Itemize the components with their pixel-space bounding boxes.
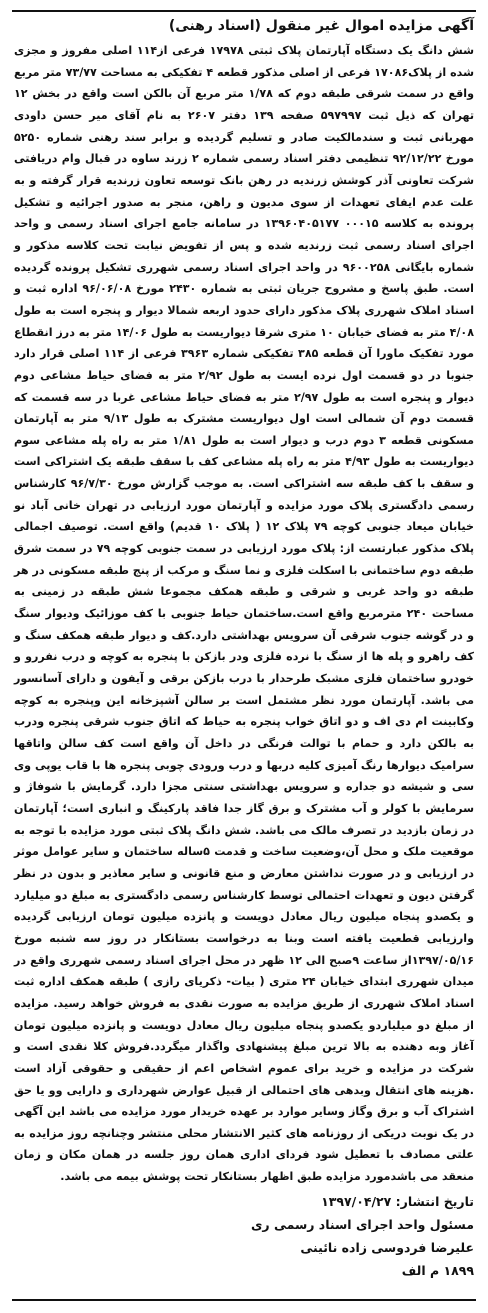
signature-name: علیرضا فردوسی زاده نائینی (300, 1239, 474, 1255)
reference-number: ۱۸۹۹ م الف (401, 1262, 474, 1278)
notice-footer (14, 1190, 474, 1282)
signature-title: مسئول واحد اجرای اسناد رسمی ری (250, 1216, 474, 1232)
publish-date: تاریخ انتشار: ۱۳۹۷/۰۴/۲۷ (321, 1193, 474, 1209)
notice-frame (12, 10, 476, 1301)
notice-body: شش دانگ یک دستگاه آپارتمان پلاک ثبتی ۱۷۹۷۸ فرعی از۱۱۴ اصلی مفروز و مجزی شده از پلاک۱۷۰۸۶ فرعی از اصلی مذکور قطعه ۴ تفکیکی به مساحت ۷۳/۷۷ متر مربع واقع در سمت شرقی طبقه دوم که ۱/۷۸ متر مربع آن بالکن است واقع در بخش ۱۲ تهران که ذیل ثبت ۵۹۷۹۹۷ صفحه ۱۳۹ دفتر ۲۶۰۷ به نام آقای میر حسن داودی مهربانی ثبت و سندمالکیت صادر و تسلیم گردیده و برابر سند رهنی شماره ۵۲۵۰ مورخ ۹۲/۱۲/۲۲ تنظیمی دفتر اسناد رسمی شماره ۲ زرند ساوه در قبال وام دریافتی شرکت تعاونی آذر کوشش زرندیه در رهن بانک توسعه تعاون زرندیه قرار گرفته و به علت عدم ایفای تعهدات از سوی مدیون و راهن، منجر به صدور اجرائیه و تشکیل پرونده به کلاسه ۰۰۰۱۵ ۱۳۹۶۰۴۰۵۱۷۷ در سامانه جامع اجرای اسناد رسمی و واحد اجرای اسناد رسمی ثبت زرندیه شده و پس از تفویض نیابت تحت کلاسه مذکور و شماره بایگانی ۹۶۰۰۲۵۸ در واحد اجرای اسناد رسمی شهرری تشکیل پرونده گردیده است. طبق پاسخ و مشروح جریان ثبتی به شماره ۲۴۳۰ مورخ ۹۶/۰۶/۰۸ اداره ثبت و اسناد املاک شهرری پلاک مذکور دارای حدود اربعه شمالا دیوار و پنجره است به طول ۴/۰۸ متر به فضای خیابان ۱۰ متری شرقا دیواریست به طول ۱۴/۰۶ متر به درز انقطاع مورد تفکیک ماورا آن قطعه ۳۸۵ تفکیکی شماره ۳۹۶۳ فرعی از ۱۱۴ اصلی قرار دارد جنوبا در دو قسمت اول نرده ایست به طول ۲/۹۲ متر به فضای حیاط مشاعی دوم دیوار و پنجره است به طول ۲/۹۷ متر به فضای حیاط مشاعی غربا در سه قسمت که قسمت دوم آن شمالی است اول دیواریست مشترک به طول ۹/۱۳ متر به آپارتمان مسکونی قطعه ۳ دوم درب و دیوار است به طول ۱/۸۱ متر به راه پله مشاعی سوم دیواریست به طول ۴/۹۳ متر به راه پله مشاعی کف با سقف طبقه یک اشتراکی است و سقف با کف طبقه سه اشتراکی است. به موجب گزارش مورخ ۹۶/۷/۳۰ کارشناس رسمی دادگستری پلاک مورد مزایده و آپارتمان مورد ارزیابی در تهران خانی آباد نو خیابان میعاد جنوبی کوچه ۷۹ پلاک ۱۲ ( پلاک ۱۰ قدیم) واقع است. توصیف اجمالی پلاک مذکور عبارتست از: پلاک مورد ارزیابی در سمت جنوبی کوچه ۷۹ در سمت شرق طبقه دوم ساختمانی با اسکلت فلزی و نما سنگ و مرکب از پنج طبقه مسکونی در هر طبقه دو واحد غربی و شرقی و طبقه همکف مجموعا شش طبقه در زمینی به مساحت ۲۴۰ مترمربع واقع است.ساختمان حیاط جنوبی با کف موزائیک ودیوار سنگ و در گوشه جنوب شرقی آن سرویس بهداشتی دارد.کف و دیوار طبقه همکف سنگ و کف راهرو و پله ها از سنگ با نرده فلزی ودر بازکن با پنجره به کوچه و درب نفررو و خودرو ساختمان فلزی مشبک طرحدار با درب بازکن برقی و آیفون و دارای آسانسور می باشد. آپارتمان مورد نظر مشتمل است بر سالن آشپزخانه این وپنجره به کوچه وکابینت ام دی اف و دو اتاق خواب پنجره به حیاط که اتاق جنوب شرقی پنجره ودرب به بالکن دارد و حمام با توالت فرنگی در داخل آن واقع است کف سالن واتاقها سرامیک دیوارها رنگ آمیزی کلیه دربها و درب ورودی چوبی پنجره ها با قاب یوپی وی سی و شیشه دو جداره و سرویس بهداشتی سنتی مجزا دارد. گرمایش با شوفاژ و سرمایش با کولر و آب مشترک و برق گاز جدا فاقد پارکینگ و انباری است؛ آپارتمان در زمان بازدید در تصرف مالک می باشد. شش دانگ پلاک ثبتی مورد مزایده با توجه به موقعیت ملک و محل آن،وضعیت ساخت و قدمت ۵ساله ساختمان و سایر عوامل موثر در ارزیابی و در صورت نداشتن معارض و منع قانونی و سایر معاذیر و بدون در نظر گرفتن دیون و تعهدات احتمالی توسط کارشناس رسمی دادگستری به مبلغ دو میلیارد و یکصدو پنجاه میلیون ریال معادل دویست و پانزده میلیون تومان ارزیابی گردیده وارزیابی قطعیت یافته است وبنا به درخواست بستانکار در روز سه شنبه مورخ ۱۳۹۷/۰۵/۱۶از ساعت ۹صبح الی ۱۲ ظهر در محل اجرای اسناد رسمی شهرری واقع در میدان شهرری ابتدای خیابان ۲۴ متری ( بیات- ذکریای رازی ) طبقه همکف اداره ثبت اسناد املاک شهرری از طریق مزایده به صورت نقدی به فروش خواهد رسید. مزایده از مبلغ دو میلیاردو یکصدو پنجاه میلیون ریال معادل دویست و پانزده میلیون تومان آغاز وبه دهنده به بالا ترین مبلغ پیشنهادی واگذار میگردد.فروش کلا نقدی است و شرکت در مزایده و خرید برای عموم اشخاص اعم از حقیقی و حقوقی آزاد است .هزینه های انتقال وبدهی های احتمالی از قبیل عوارض شهرداری و دارایی وو یا حق اشتراک آب و برق وگاز وسایر موارد بر عهده خریدار مورد مزایده می باشد این آگهی در یک نوبت دریکی از روزنامه های کثیر الانتشار محلی منتشر وچنانچه روز مزایده به علتی مصادف با تعطیل شود فردای اداری همان روز جلسه در همان مکان و زمان منعقد می باشدمورد مزایده طبق اظهار بستانکار تحت پوشش بیمه می باشد. (14, 44, 475, 1184)
notice-title: آگهی مزایده اموال غیر منقول (اسناد رهنی) (168, 18, 474, 34)
